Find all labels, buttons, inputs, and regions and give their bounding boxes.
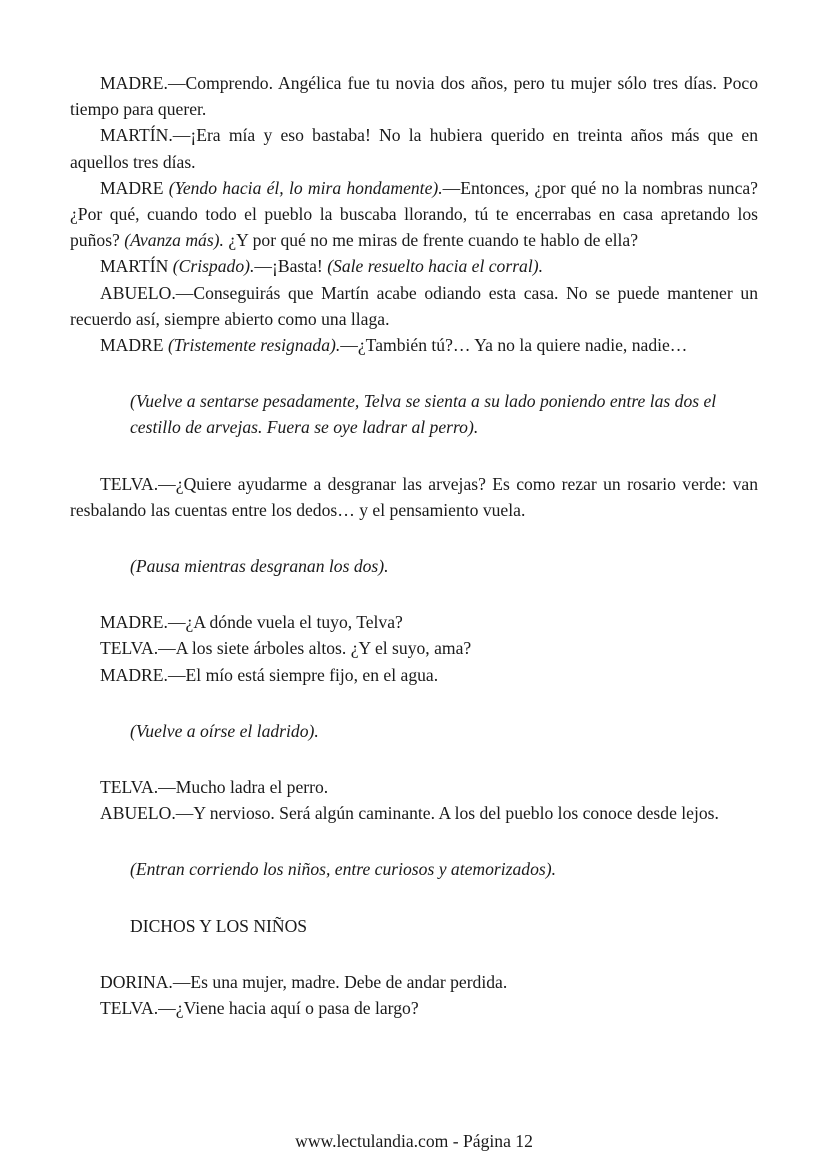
line: —¿A dónde vuela el tuyo, Telva?	[167, 612, 403, 633]
page-footer: www.lectulandia.com - Página 12	[295, 1131, 533, 1151]
stage-direction: (Tristemente resignada).	[167, 335, 341, 356]
dialogue-dorina-1	[70, 969, 758, 995]
scene-heading: DICHOS Y LOS NIÑOS	[130, 915, 308, 936]
dialogue-martin-1	[70, 122, 758, 174]
speaker: TELVA.	[100, 998, 159, 1019]
speaker: TELVA.	[100, 473, 159, 494]
dialogue-abuelo-1	[70, 280, 758, 332]
speaker: TELVA.	[100, 638, 159, 659]
speaker: MADRE.	[100, 664, 168, 685]
line: —Y nervioso. Será algún caminante. A los del pueblo los conoce desde lejos.	[175, 803, 719, 824]
line: —¡Era mía y eso bastaba! No la hubiera querido en treinta años más que en aquellos tres días.	[70, 125, 758, 172]
line: —Conseguirás que Martín acabe odiando esta casa. No se puede mantener un recuerdo así, siempre abierto como una llaga.	[70, 282, 758, 329]
dialogue-telva-2	[70, 635, 758, 661]
dialogue-martin-2	[70, 253, 758, 279]
speaker: MADRE.	[100, 73, 168, 93]
line: —¿Viene hacia aquí o pasa de largo?	[158, 998, 419, 1019]
stage-direction: (Crispado).	[172, 256, 255, 277]
dialogue-abuelo-2	[70, 800, 758, 826]
dialogue-madre-5	[70, 662, 758, 688]
speaker: DORINA.	[100, 971, 173, 992]
stage-direction-block: (Vuelve a sentarse pesadamente, Telva se sienta a su lado poniendo entre las dos el cestillo de arvejas. Fuera se oye ladrar al perro).	[130, 391, 717, 438]
speaker: MADRE	[100, 335, 168, 356]
speaker: TELVA.	[100, 777, 159, 798]
dialogue-telva-3	[70, 774, 758, 800]
speaker: MARTÍN	[100, 256, 173, 277]
dialogue-telva-1	[70, 471, 758, 523]
line: —¿También tú?… Ya no la quiere nadie, nadie…	[340, 335, 688, 356]
speaker: ABUELO.	[100, 282, 176, 303]
line: —Comprendo. Angélica fue tu novia dos años, pero tu mujer sólo tres días. Poco tiempo para querer.	[70, 73, 758, 120]
page-body	[70, 70, 758, 1021]
stage-direction-block: (Vuelve a oírse el ladrido).	[130, 720, 319, 741]
dialogue-madre-1	[70, 70, 758, 122]
line: —A los siete árboles altos. ¿Y el suyo, ama?	[158, 638, 472, 659]
speaker: ABUELO.	[100, 803, 176, 824]
stage-direction: (Sale resuelto hacia el corral).	[327, 256, 543, 277]
stage-direction: (Avanza más).	[124, 230, 224, 251]
line: ¿Y por qué no me miras de frente cuando te hablo de ella?	[223, 230, 639, 251]
speaker: MADRE.	[100, 612, 168, 633]
line: —Entonces, ¿por qué no la nombras nunca? ¿Por qué, cuando todo el pueblo la buscaba llorando, tú te encerrabas en casa apretando los puños?	[70, 177, 758, 251]
speaker: MARTÍN.	[100, 125, 173, 146]
dialogue-telva-4	[70, 995, 758, 1021]
stage-direction: (Yendo hacia él, lo mira hondamente).	[168, 177, 443, 198]
stage-direction-block: (Pausa mientras desgranan los dos).	[130, 556, 389, 577]
line: —Es una mujer, madre. Debe de andar perdida.	[172, 971, 508, 992]
speaker: MADRE	[100, 177, 169, 198]
line: —El mío está siempre fijo, en el agua.	[167, 664, 439, 685]
dialogue-madre-2	[70, 175, 758, 254]
line: —Mucho ladra el perro.	[158, 777, 329, 798]
line: —¿Quiere ayudarme a desgranar las arvejas? Es como rezar un rosario verde: van resbalando las cuentas entre los dedos… y el pensamiento vuela.	[70, 473, 758, 520]
dialogue-madre-4	[70, 609, 758, 635]
line: —¡Basta!	[254, 256, 328, 277]
dialogue-madre-3	[70, 332, 758, 358]
stage-direction-block: (Entran corriendo los niños, entre curiosos y atemorizados).	[130, 859, 556, 880]
